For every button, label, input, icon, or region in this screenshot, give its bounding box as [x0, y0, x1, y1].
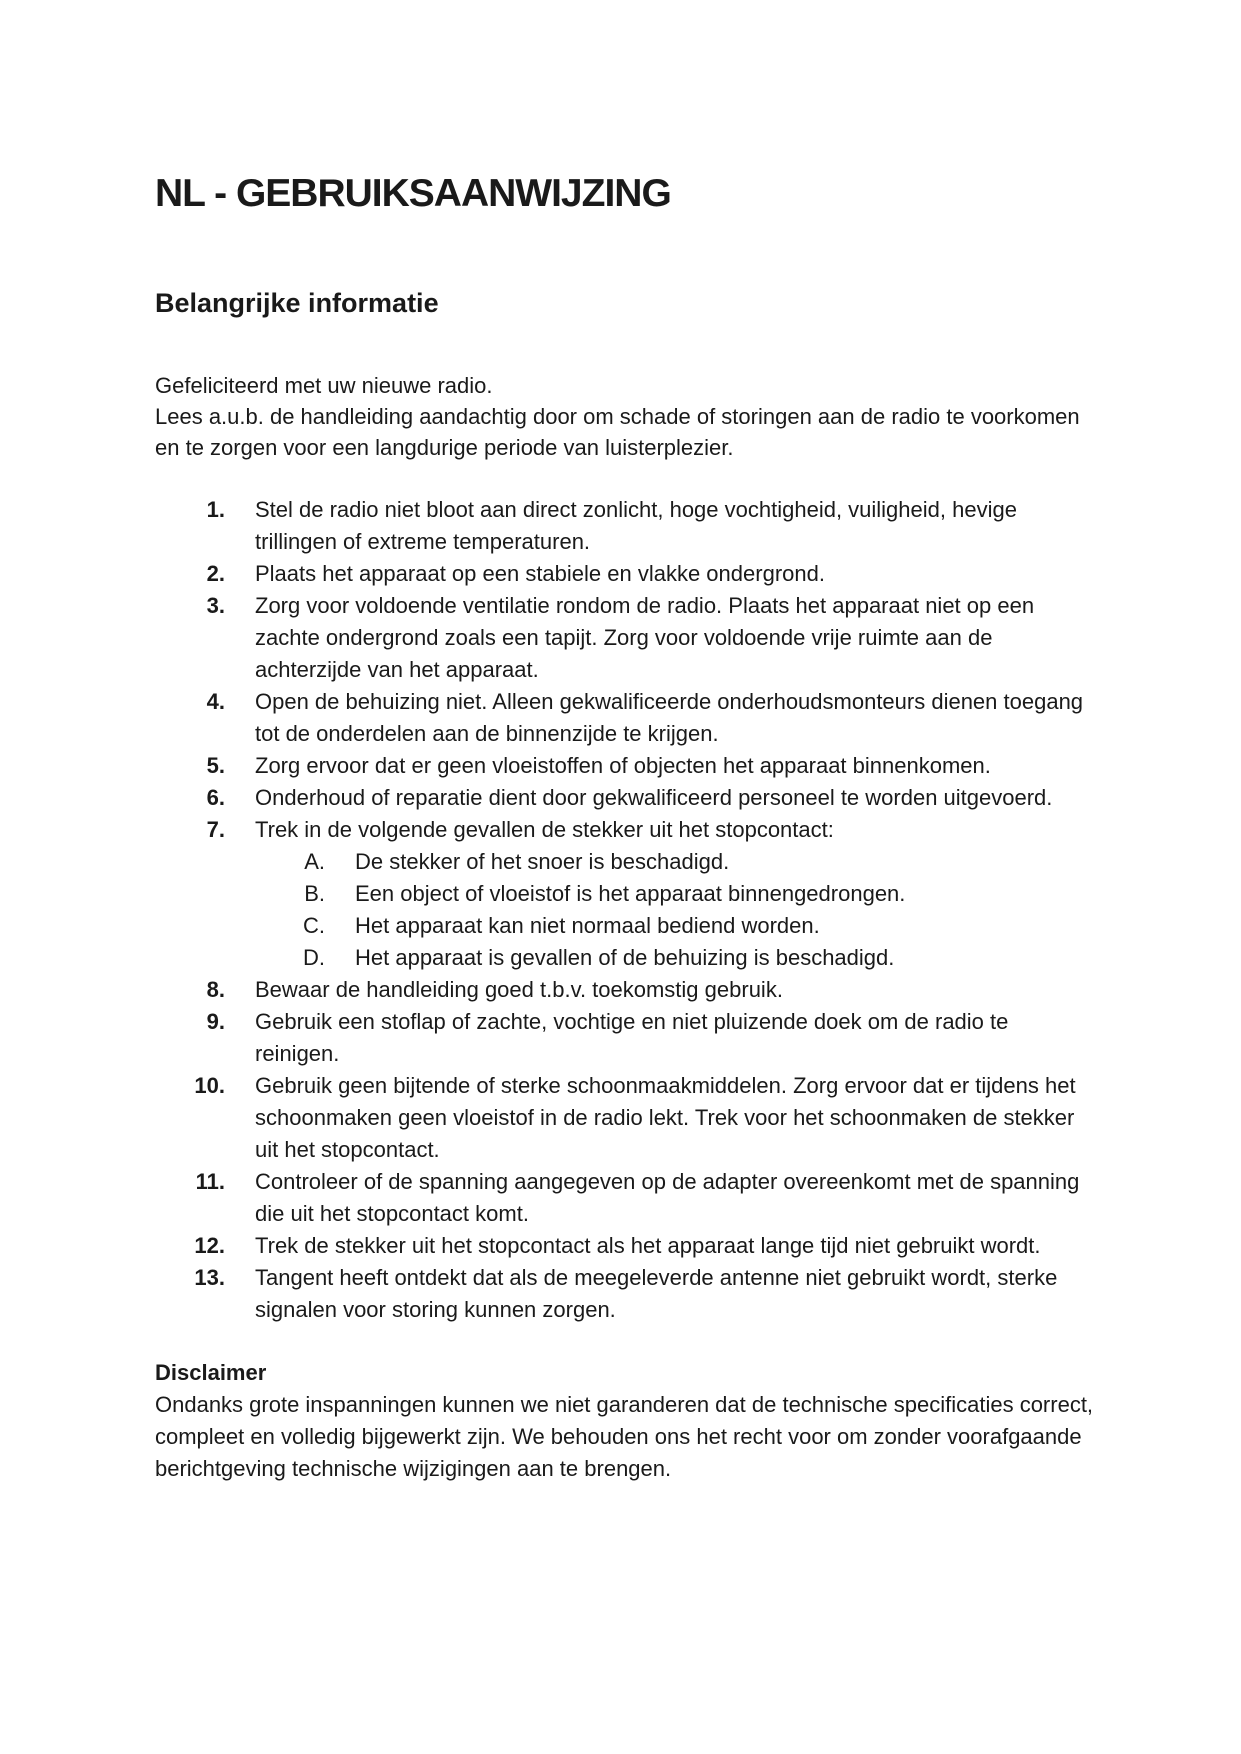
list-item — [155, 558, 1095, 590]
sub-item-letter: A. — [304, 849, 325, 874]
item-text: Gebruik een stoflap of zachte, vochtige en niet pluizende doek om de radio te reinigen. — [255, 1009, 1009, 1066]
sub-item-text: Het apparaat is gevallen of de behuizing is beschadigd. — [355, 945, 895, 970]
sub-item-letter: C. — [303, 913, 325, 938]
disclaimer-section — [155, 1357, 1095, 1485]
disclaimer-heading: Disclaimer — [155, 1360, 267, 1385]
intro-line: Gefeliciteerd met uw nieuwe radio. — [155, 373, 493, 398]
item-text: Gebruik geen bijtende of sterke schoonmaakmiddelen. Zorg ervoor dat er tijdens het schoonmaken geen vloeistof in de radio lekt. Trek voor het schoonmaken de stekker uit het stopcontact. — [255, 1073, 1076, 1162]
item-text: Trek in de volgende gevallen de stekker uit het stopcontact: — [255, 817, 834, 842]
sub-list-item — [155, 942, 1095, 974]
sub-item-text: Het apparaat kan niet normaal bediend worden. — [355, 913, 820, 938]
sub-list-item — [155, 878, 1095, 910]
list-item — [155, 782, 1095, 814]
item-number: 2. — [206, 561, 225, 586]
section-heading: Belangrijke informatie — [155, 288, 439, 318]
document-title: NL - GEBRUIKSAANWIJZING — [155, 172, 671, 215]
list-item — [155, 974, 1095, 1006]
item-text: Plaats het apparaat op een stabiele en vlakke ondergrond. — [255, 561, 825, 586]
list-item — [155, 1070, 1095, 1166]
list-item — [155, 1262, 1095, 1326]
list-item — [155, 590, 1095, 686]
list-item — [155, 494, 1095, 558]
item-text: Bewaar de handleiding goed t.b.v. toekomstig gebruik. — [255, 977, 783, 1002]
item-text: Trek de stekker uit het stopcontact als het apparaat lange tijd niet gebruikt wordt. — [255, 1233, 1041, 1258]
item-number: 3. — [206, 593, 225, 618]
item-number: 6. — [206, 785, 225, 810]
item-number: 11. — [195, 1169, 225, 1194]
item-number: 12. — [194, 1233, 225, 1258]
list-item — [155, 1230, 1095, 1262]
item-number: 9. — [206, 1009, 225, 1034]
list-item — [155, 1166, 1095, 1230]
intro-paragraph — [155, 370, 1095, 463]
item-number: 13. — [194, 1265, 225, 1290]
intro-line: Lees a.u.b. de handleiding aandachtig door om schade of storingen aan de radio te voorkomen en te zorgen voor een langdurige periode van luisterplezier. — [155, 404, 1080, 460]
item-number: 5. — [206, 753, 225, 778]
list-item — [155, 814, 1095, 846]
item-number: 7. — [206, 817, 225, 842]
sub-list-item — [155, 846, 1095, 878]
disclaimer-text: Ondanks grote inspanningen kunnen we niet garanderen dat de technische specificaties correct, compleet en volledig bijgewerkt zijn. We behouden ons het recht voor om zonder voorafgaande berichtgeving technische wijzigingen aan te brengen. — [155, 1392, 1094, 1481]
item-number: 10. — [194, 1073, 225, 1098]
item-text: Onderhoud of reparatie dient door gekwalificeerd personeel te worden uitgevoerd. — [255, 785, 1053, 810]
sub-item-letter: B. — [304, 881, 325, 906]
item-number: 8. — [206, 977, 225, 1002]
item-text: Stel de radio niet bloot aan direct zonlicht, hoge vochtigheid, vuiligheid, hevige trillingen of extreme temperaturen. — [255, 497, 1017, 554]
item-number: 4. — [206, 689, 225, 714]
item-text: Zorg ervoor dat er geen vloeistoffen of objecten het apparaat binnenkomen. — [255, 753, 991, 778]
sub-list-item — [155, 910, 1095, 942]
item-number: 1. — [206, 497, 225, 522]
safety-instructions-list — [155, 494, 1095, 1326]
list-item — [155, 1006, 1095, 1070]
item-text: Controleer of de spanning aangegeven op de adapter overeenkomt met de spanning die uit het stopcontact komt. — [255, 1169, 1080, 1226]
list-item — [155, 686, 1095, 750]
sub-item-letter: D. — [303, 945, 325, 970]
sub-item-text: Een object of vloeistof is het apparaat binnengedrongen. — [355, 881, 906, 906]
item-text: Open de behuizing niet. Alleen gekwalificeerde onderhoudsmonteurs dienen toegang tot de onderdelen aan de binnenzijde te krijgen. — [255, 689, 1084, 746]
item-text: Zorg voor voldoende ventilatie rondom de radio. Plaats het apparaat niet op een zachte ondergrond zoals een tapijt. Zorg voor voldoende vrije ruimte aan de achterzijde van het apparaat. — [255, 593, 1035, 682]
item-text: Tangent heeft ontdekt dat als de meegeleverde antenne niet gebruikt wordt, sterke signalen voor storing kunnen zorgen. — [255, 1265, 1058, 1322]
list-item — [155, 750, 1095, 782]
sub-item-text: De stekker of het snoer is beschadigd. — [355, 849, 730, 874]
